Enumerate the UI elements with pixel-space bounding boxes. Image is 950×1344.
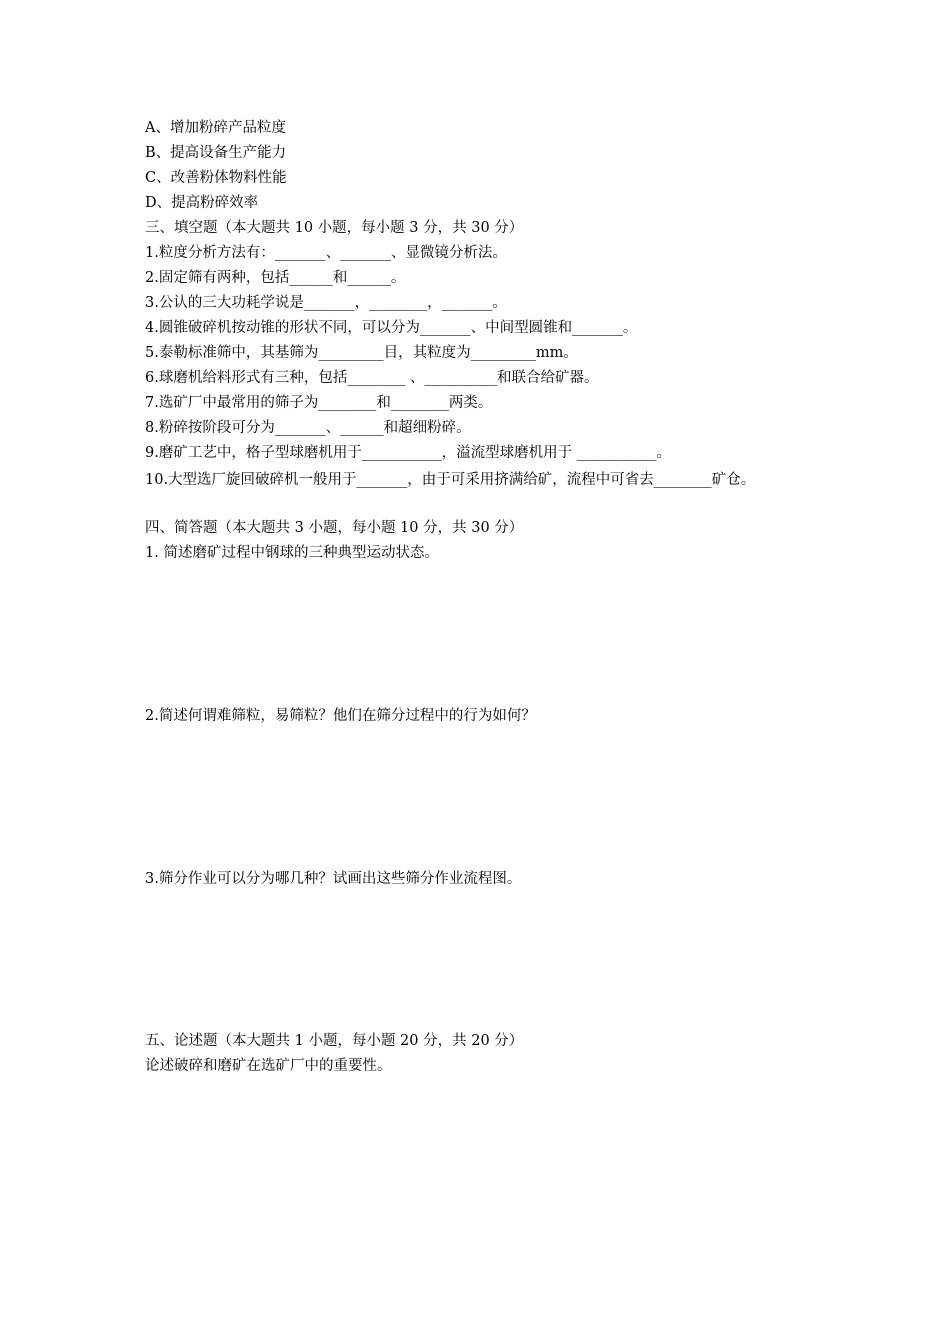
fill-question-3: 3.公认的三大功耗学说是_______，________，_______。 bbox=[145, 295, 507, 311]
option-c: C、改善粉体物料性能 bbox=[145, 170, 287, 186]
fill-question-8: 8.粉碎按阶段可分为_______、______和超细粉碎。 bbox=[145, 420, 471, 436]
option-b: B、提高设备生产能力 bbox=[145, 145, 287, 161]
option-a: A、增加粉碎产品粒度 bbox=[145, 120, 286, 136]
fill-question-6: 6.球磨机给料形式有三种，包括________ 、__________和联合给矿器。 bbox=[145, 370, 599, 386]
section4-title: 四、简答题（本大题共 3 小题，每小题 10 分，共 30 分） bbox=[145, 520, 524, 536]
section5-title: 五、论述题（本大题共 1 小题，每小题 20 分，共 20 分） bbox=[145, 1033, 524, 1049]
section3-title: 三、填空题（本大题共 10 小题，每小题 3 分，共 30 分） bbox=[145, 220, 524, 236]
fill-question-4: 4.圆锥破碎机按动锥的形状不同，可以分为_______、中间型圆锥和_______。 bbox=[145, 320, 638, 336]
short-question-3: 3.筛分作业可以分为哪几种？试画出这些筛分作业流程图。 bbox=[145, 871, 522, 887]
fill-question-7: 7.选矿厂中最常用的筛子为________和________两类。 bbox=[145, 395, 493, 411]
short-question-1: 1. 简述磨矿过程中钢球的三种典型运动状态。 bbox=[145, 545, 439, 561]
short-question-2: 2.简述何谓难筛粒，易筛粒？他们在筛分过程中的行为如何？ bbox=[145, 708, 536, 724]
option-d: D、提高粉碎效率 bbox=[145, 195, 259, 211]
fill-question-1: 1.粒度分析方法有：_______、_______、显微镜分析法。 bbox=[145, 245, 507, 261]
fill-question-5: 5.泰勒标准筛中，其基筛为_________目，其粒度为_________mm。 bbox=[145, 345, 578, 361]
fill-question-10: 10.大型选厂旋回破碎机一般用于_______，由于可采用挤满给矿，流程中可省去________矿仓。 bbox=[145, 472, 756, 488]
essay-question: 论述破碎和磨矿在选矿厂中的重要性。 bbox=[145, 1058, 392, 1074]
fill-question-2: 2.固定筛有两种，包括______和______。 bbox=[145, 270, 406, 286]
fill-question-9: 9.磨矿工艺中，格子型球磨机用于___________，溢流型球磨机用于 ___________。 bbox=[145, 445, 671, 461]
